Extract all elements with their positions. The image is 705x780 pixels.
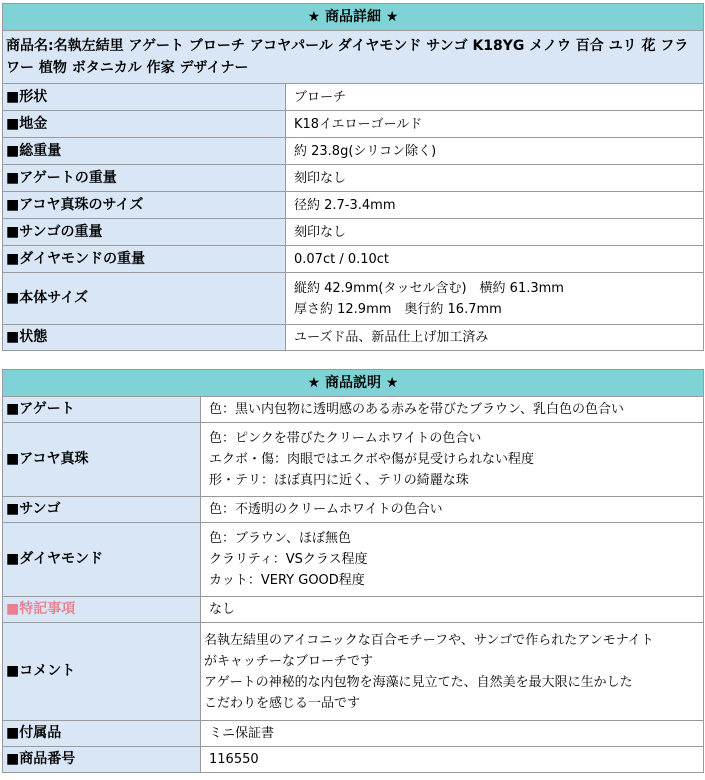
comment-line: こだわりを感じる一品です	[204, 695, 361, 711]
details-header: ★ 商品詳細 ★	[3, 4, 704, 31]
value-body-size	[286, 273, 704, 325]
value-condition: ユーズド品、新品仕上げ加工済み	[286, 325, 704, 351]
label-accessories: ■付属品	[3, 721, 201, 747]
value-agate	[201, 397, 704, 423]
label-diamond-weight: ■ダイヤモンドの重量	[3, 246, 286, 273]
description-header: ★ 商品説明 ★	[3, 370, 704, 397]
accessories-line: ミニ保証書	[209, 726, 275, 741]
label-total-weight: ■総重量	[3, 138, 286, 165]
label-special-notes: ■特記事項	[3, 597, 201, 623]
value-diamond	[201, 523, 704, 597]
pearl-line: エクボ・傷：肉眼ではエクボや傷が見受けられない程度	[209, 452, 535, 467]
pearl-line: 形・テリ：ほぼ真円に近く、テリの綺麗な珠	[209, 473, 469, 488]
label-agate-weight: ■アゲートの重量	[3, 165, 286, 192]
value-pearl-size: 径約 2.7-3.4mm	[286, 192, 704, 219]
comment-line: 名執左結里のアイコニックな百合モチーフや、サンゴで作られたアンモナイト	[204, 632, 654, 648]
label-body-size: ■本体サイズ	[3, 273, 286, 325]
body-size-line: 縦約 42.9mm(タッセル含む) 横約 61.3mm	[294, 280, 564, 296]
product-number-line: 116550	[209, 752, 259, 767]
diamond-line: カット：VERY GOOD程度	[209, 573, 365, 588]
label-metal: ■地金	[3, 111, 286, 138]
value-akoya-pearl	[201, 423, 704, 497]
label-agate: ■アゲート	[3, 397, 201, 423]
label-condition: ■状態	[3, 325, 286, 351]
value-diamond-weight: 0.07ct / 0.10ct	[286, 246, 704, 273]
value-agate-weight: 刻印なし	[286, 165, 704, 192]
diamond-line: 色：ブラウン、ほぼ無色	[209, 531, 351, 546]
body-size-line: 厚さ約 12.9mm 奥行約 16.7mm	[294, 301, 502, 317]
diamond-line: クラリティ：VSクラス程度	[209, 552, 368, 567]
comment-line: がキャッチーなブローチです	[204, 653, 374, 669]
label-pearl-size: ■アコヤ真珠のサイズ	[3, 192, 286, 219]
label-shape: ■形状	[3, 84, 286, 111]
details-table	[2, 3, 704, 351]
agate-line: 色：黒い内包物に透明感のある赤みを帯びたブラウン、乳白色の色合い	[209, 402, 624, 417]
value-metal: K18イエローゴールド	[286, 111, 704, 138]
value-special-notes	[201, 597, 704, 623]
value-total-weight: 約 23.8g(シリコン除く)	[286, 138, 704, 165]
value-accessories	[201, 721, 704, 747]
label-coral: ■サンゴ	[3, 497, 201, 523]
label-product-number: ■商品番号	[3, 747, 201, 773]
label-diamond: ■ダイヤモンド	[3, 523, 201, 597]
pearl-line: 色：ピンクを帯びたクリームホワイトの色合い	[209, 431, 482, 446]
label-akoya-pearl: ■アコヤ真珠	[3, 423, 201, 497]
value-coral	[201, 497, 704, 523]
value-product-number	[201, 747, 704, 773]
value-coral-weight: 刻印なし	[286, 219, 704, 246]
special-notes-line: なし	[209, 602, 236, 617]
description-table	[2, 369, 704, 773]
label-coral-weight: ■サンゴの重量	[3, 219, 286, 246]
coral-line: 色：不透明のクリームホワイトの色合い	[209, 502, 443, 517]
comment-line: アゲートの神秘的な内包物を海藻に見立てた、自然美を最大限に生かした	[204, 674, 633, 690]
label-comment: ■コメント	[3, 623, 201, 721]
value-shape: ブローチ	[286, 84, 704, 111]
value-comment	[201, 623, 704, 721]
product-name: 商品名:名執左結里 アゲート ブローチ アコヤパール ダイヤモンド サンゴ K18YG メノウ 百合 ユリ 花 フラワー 植物 ボタニカル 作家 デザイナー	[3, 31, 704, 84]
